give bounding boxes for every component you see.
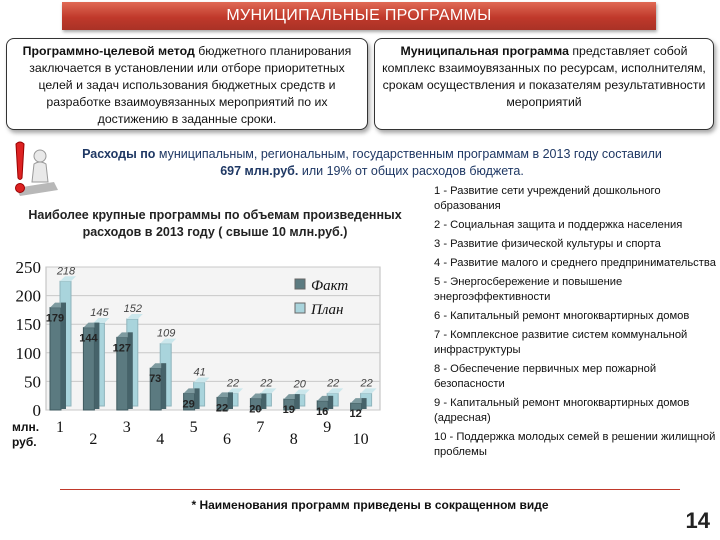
bar-fact-side xyxy=(362,398,367,409)
program-list-item: 2 - Социальная защита и поддержка населения xyxy=(434,219,683,231)
program-list-item: 3 - Развитие физической культуры и спорта xyxy=(434,238,661,250)
data-label-plan: 22 xyxy=(360,377,373,390)
data-label-plan: 22 xyxy=(226,377,240,390)
definition-text: бюджетного планирования заключается в установлении или отборе приоритетных целей и задач использования бюджетных средств и разработке взаимоувязанных мероприятий по их достижению в заданные сроки. xyxy=(29,44,352,126)
data-label-plan: 20 xyxy=(293,378,306,391)
data-label-plan: 145 xyxy=(90,307,109,320)
data-label-fact: 22 xyxy=(215,402,229,415)
y-tick-label: 150 xyxy=(15,315,41,335)
x-tick-label: 9 xyxy=(323,419,332,436)
data-label-plan: 41 xyxy=(193,366,206,379)
exclamation-icon xyxy=(6,138,64,198)
legend-label: План xyxy=(311,302,344,318)
definition-text: представляет собой комплекс взаимоувязанных по ресурсам, исполнителям, срокам осуществления и показателям результативности мероприятий xyxy=(382,44,706,109)
legend-swatch xyxy=(295,303,305,313)
x-tick-label: 3 xyxy=(122,419,131,436)
program-list-item: 6 - Капитальный ремонт многоквартирных домов xyxy=(434,310,690,322)
bar-fact-side xyxy=(328,396,333,409)
data-label-fact: 20 xyxy=(249,403,262,416)
divider xyxy=(60,489,680,490)
bar-fact-side xyxy=(295,394,300,409)
data-label-plan: 22 xyxy=(327,377,340,390)
expenses-label: Расходы по xyxy=(82,147,156,161)
y-tick-label: 100 xyxy=(15,343,41,363)
data-label-plan: 152 xyxy=(123,303,142,316)
data-label-fact: 16 xyxy=(316,405,329,418)
footnote: * Наименования программ приведены в сокращенном виде xyxy=(191,498,549,512)
y-axis-unit: млн. руб. xyxy=(12,420,40,449)
page-number: 14 xyxy=(685,508,710,533)
y-tick-label: 250 xyxy=(15,258,41,277)
legend-swatch xyxy=(295,279,305,289)
data-label-fact: 73 xyxy=(149,373,162,386)
program-list-item: 1 - Развитие сети учреждений дошкольного образования xyxy=(434,185,661,212)
program-list-item: 8 - Обеспечение первичных мер пожарной безопасности xyxy=(434,363,657,390)
data-label-plan: 109 xyxy=(157,327,176,340)
x-tick-label: 7 xyxy=(256,419,265,436)
expenses-text: муниципальным, региональным, государственным программам в 2013 году составили xyxy=(155,147,662,161)
bar-fact-side xyxy=(228,392,233,409)
bar-chart-svg xyxy=(0,255,430,485)
bar-chart xyxy=(0,255,430,485)
data-label-plan: 218 xyxy=(56,265,76,278)
data-label-fact: 19 xyxy=(282,404,295,417)
bar-fact-side xyxy=(195,388,200,409)
bar-fact-side xyxy=(161,363,166,409)
data-label-fact: 29 xyxy=(182,398,195,411)
legend-label: Факт xyxy=(311,278,349,294)
x-tick-label: 6 xyxy=(223,431,231,448)
expenses-share: или 19% от общих расходов бюджета. xyxy=(298,164,524,178)
program-list-item: 10 - Поддержка молодых семей в решении жилищной проблемы xyxy=(434,431,716,458)
x-tick-label: 2 xyxy=(89,431,98,448)
data-label-plan: 22 xyxy=(260,377,273,390)
program-list-item: 7 - Комплексное развитие систем коммунальной инфраструктуры xyxy=(434,329,688,356)
definition-box-method xyxy=(6,38,368,130)
bar-fact-side xyxy=(261,394,266,409)
program-list-item: 4 - Развитие малого и среднего предпринимательства xyxy=(434,257,716,269)
definition-term: Программно-целевой метод xyxy=(22,44,195,58)
definition-term: Муниципальная программа xyxy=(400,44,569,58)
program-list-item: 5 - Энергосбережение и повышение энергоэффективности xyxy=(434,276,623,303)
y-tick-label: 50 xyxy=(24,372,41,392)
y-tick-label: 200 xyxy=(15,286,41,306)
definition-box-program xyxy=(374,38,714,130)
data-label-fact: 144 xyxy=(79,332,98,345)
page-title: МУНИЦИПАЛЬНЫЕ ПРОГРАММЫ xyxy=(62,2,656,30)
program-list-item: 9 - Капитальный ремонт многоквартирных домов (адресная) xyxy=(434,397,690,424)
y-tick-label: 0 xyxy=(32,401,41,420)
chart-caption: Наиболее крупные программы по объемам произведенных расходов в 2013 году ( свыше 10 млн.руб.) xyxy=(28,208,402,239)
x-tick-label: 4 xyxy=(156,431,165,448)
x-tick-label: 10 xyxy=(352,431,369,448)
x-tick-label: 1 xyxy=(56,419,64,436)
data-label-fact: 127 xyxy=(112,342,131,355)
x-tick-label: 8 xyxy=(289,431,298,448)
x-tick-label: 5 xyxy=(189,419,198,436)
expenses-amount: 697 млн.руб. xyxy=(220,164,299,178)
data-label-fact: 179 xyxy=(45,312,65,325)
data-label-fact: 12 xyxy=(349,408,362,421)
expenses-summary xyxy=(74,146,670,180)
program-list xyxy=(434,184,716,464)
